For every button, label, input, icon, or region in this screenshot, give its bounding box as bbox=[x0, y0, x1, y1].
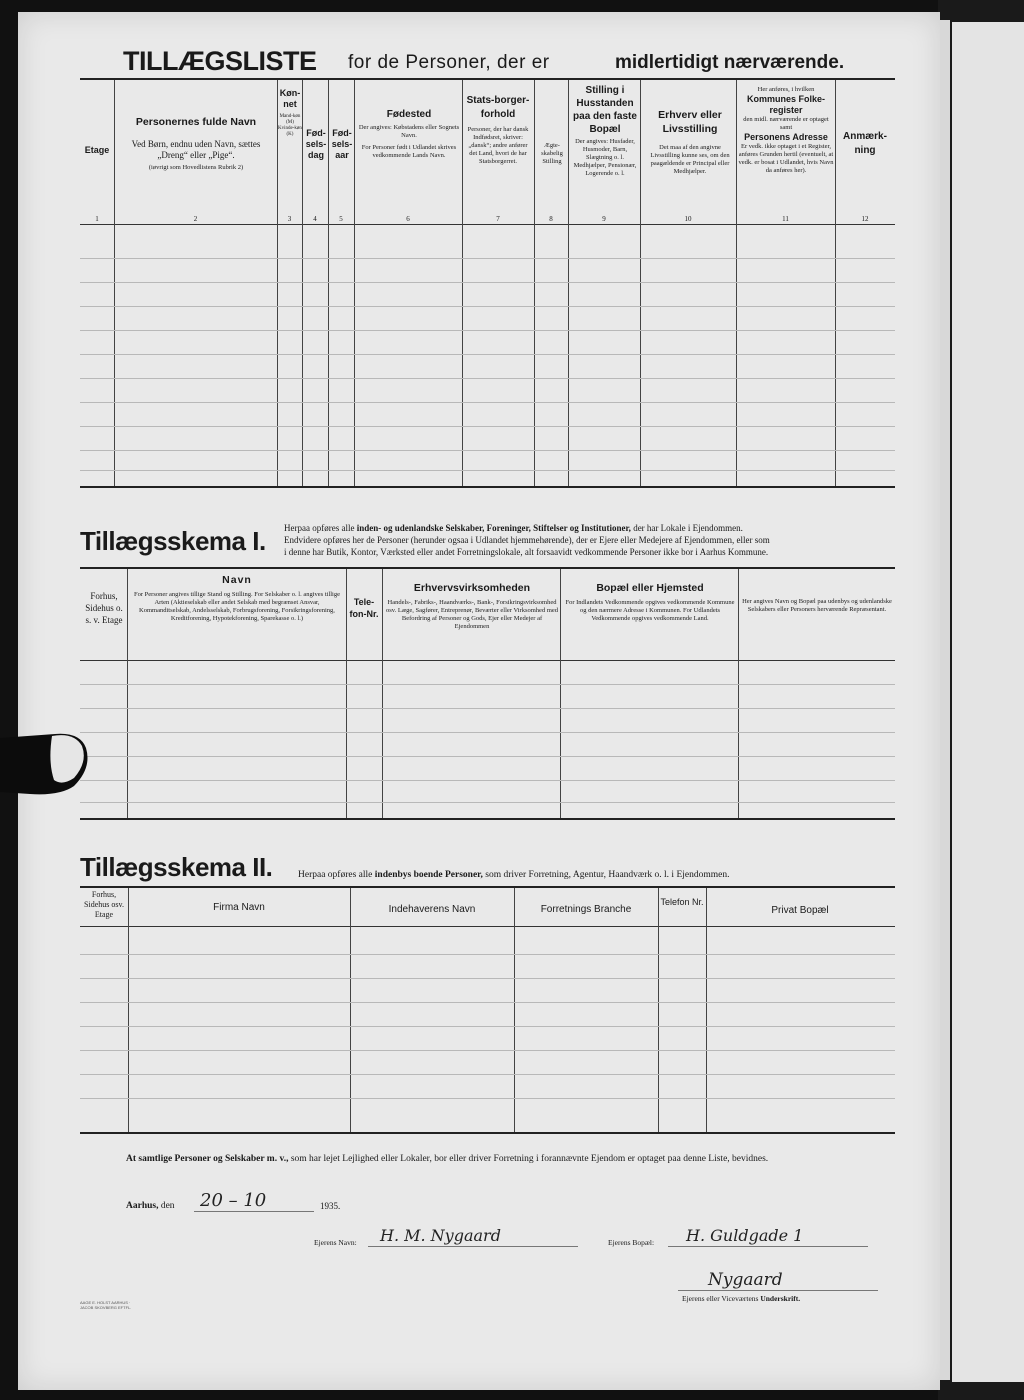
table1-bottom-border bbox=[80, 486, 895, 488]
owner-name-line bbox=[368, 1246, 578, 1247]
col-num: 12 bbox=[861, 215, 869, 223]
col-foedselsdag-head: Fød-sels-dag bbox=[305, 128, 327, 160]
table1-row-rule bbox=[80, 330, 895, 331]
attestation-b: som har lejet Lejlighed eller Lokaler, bor eller driver Forretning i forannævnte Ejendom er optaget paa denne Liste, bevidnes. bbox=[290, 1154, 769, 1164]
table1-row-rule bbox=[80, 402, 895, 403]
form-title: TILLÆGSLISTE bbox=[123, 46, 317, 76]
date-handwritten: 20 – 10 bbox=[200, 1190, 267, 1211]
skema1-col-etage-head: Forhus, Sidehus o. s. v. Etage bbox=[85, 591, 123, 625]
signature-label-b: Underskrift. bbox=[760, 1294, 801, 1303]
col-num: 7 bbox=[496, 215, 500, 223]
owner-address-handwritten: H. Guldgade 1 bbox=[686, 1226, 804, 1245]
skema2-subtitle bbox=[298, 870, 729, 880]
col-koen-head: Køn-net bbox=[279, 88, 301, 109]
skema2-bottom-border bbox=[80, 1132, 895, 1134]
skema2-row-rule bbox=[80, 978, 895, 979]
skema1-line1 bbox=[284, 522, 896, 534]
col-num: 10 bbox=[684, 215, 692, 223]
owner-address-label: Ejerens Bopæl: bbox=[608, 1238, 655, 1247]
skema1-col-bopael-note: For Indlandets Vedkommende opgives vedkommende Kommune og den nærmere Adresse i Kommunen. For Udlandets Vedkommende opgives vedkommende Land. bbox=[565, 599, 735, 622]
col-anmaerkning-head: Anmærk-ning bbox=[843, 131, 887, 156]
skema2-subtitle-b: indenbys boende Personer, bbox=[374, 870, 483, 880]
skema2-header-rule bbox=[80, 926, 895, 927]
place-label bbox=[126, 1201, 175, 1211]
thumb-holding-page bbox=[0, 728, 92, 798]
skema1-row-rule bbox=[80, 756, 895, 757]
skema1-col-erhverv-head: Erhvervsvirksomheden bbox=[413, 582, 531, 594]
col-folkeregister-head: Kommunes Folke-register bbox=[746, 94, 825, 115]
signature-line bbox=[678, 1290, 878, 1291]
col-koen-note: Mand-køn (M) Kvinde-køn (K) bbox=[278, 114, 302, 137]
owner-address-line bbox=[668, 1246, 868, 1247]
form-page bbox=[18, 12, 940, 1390]
col-num: 5 bbox=[339, 215, 343, 223]
skema2-col-branche-head: Forretnings Branche bbox=[540, 904, 632, 915]
col-folkeregister-pre: Her anføres, i hvilken bbox=[757, 86, 815, 93]
skema2-col-indehaver-head: Indehaverens Navn bbox=[388, 904, 476, 915]
col-num: 3 bbox=[287, 215, 292, 223]
skema1-bottom-border bbox=[80, 818, 895, 820]
signature-label bbox=[682, 1294, 800, 1303]
col-koen bbox=[278, 88, 302, 138]
skema1-row-rule bbox=[80, 732, 895, 733]
col-stilling bbox=[570, 84, 640, 178]
col-statsborger bbox=[464, 94, 532, 166]
skema1-col-repraesentant-note: Her angives Navn og Bopæl paa udenbys og udenlandske Selskabers eller Personers herværende Repræsentant. bbox=[742, 598, 892, 613]
col-stilling-note: Der angives: Husfader, Husmoder, Barn, Slægtning o. l. Medhjælper, Pensionær, Logerende o. l. bbox=[573, 138, 637, 177]
skema2-row-rule bbox=[80, 1050, 895, 1051]
skema1-row-rule bbox=[80, 780, 895, 781]
skema1-col-navn bbox=[130, 574, 344, 623]
col-foedested-note: Der angives: Købstadens eller Sognets Navn. bbox=[358, 124, 460, 139]
skema2-row-rule bbox=[80, 1074, 895, 1075]
table1-row-rule bbox=[80, 282, 895, 283]
year-label: 1935. bbox=[320, 1201, 341, 1211]
col-etage-head: Etage bbox=[84, 145, 110, 155]
skema1-col-bopael bbox=[564, 582, 736, 623]
skema2-subtitle-c: som driver Forretning, Agentur, Haandværk o. l. i Ejendommen. bbox=[485, 870, 730, 880]
skema1-col-telefon-head: Tele-fon-Nr. bbox=[349, 597, 379, 619]
skema2-row-rule bbox=[80, 1002, 895, 1003]
col-num: 4 bbox=[313, 215, 317, 223]
skema1-col-navn-note: For Personer angives tillige Stand og Stilling. For Selskaber o. l. angives tillige Arten (Aktieselskab eller andet Selskab med begrænset Ansvar, Kommanditselskab, Andelsselskab, Forbrugsforening, Forsikringsforening, Kreditforening, Hypotekforening, Sparekasse o. l.) bbox=[134, 591, 340, 622]
skema1-col-erhverv bbox=[386, 582, 558, 631]
col-stilling-head: Stilling i Husstanden paa den faste Bopæl bbox=[573, 85, 637, 135]
skema1-line1-c: der har Lokale i Ejendommen. bbox=[633, 523, 743, 533]
skema1-col-erhverv-note: Handels-, Fabriks-, Haandværks-, Bank-, Forsikringsvirksomhed osv. Læge, Sagfører, Entreprenør, Beværter eller Virksomhed med Befordring af Personer og Gods, Ejer eller Medejer af Ejendommen bbox=[386, 599, 559, 630]
skema2-col-etage-head: Forhus, Sidehus osv. Etage bbox=[84, 890, 124, 919]
skema1-line1-a: Herpaa opføres alle bbox=[284, 523, 355, 533]
col-num: 1 bbox=[95, 215, 99, 223]
owner-name-label: Ejerens Navn: bbox=[314, 1238, 357, 1247]
table1-row-rule bbox=[80, 306, 895, 307]
col-num: 9 bbox=[602, 215, 606, 223]
table1-row-rule bbox=[80, 378, 895, 379]
skema2-col-bopael-head: Privat Bopæl bbox=[771, 905, 829, 916]
col-erhverv bbox=[644, 108, 736, 176]
skema2-subtitle-a: Herpaa opføres alle bbox=[298, 870, 373, 880]
table1-row-rule bbox=[80, 450, 895, 451]
table1-row-rule bbox=[80, 354, 895, 355]
skema1-row-rule bbox=[80, 708, 895, 709]
col-folkeregister bbox=[738, 86, 834, 175]
col-folkeregister-note2: Er vedk. ikke optaget i et Register, anføres Grunden hertil (eventuelt, at vedk. er bosat i Udlandet, hvis Navn da anføres her). bbox=[738, 143, 834, 174]
skema2-col-line bbox=[350, 888, 351, 1132]
skema1-col-bopael-head: Bopæl eller Hjemsted bbox=[596, 582, 704, 594]
col-num: 11 bbox=[782, 215, 789, 223]
skema1-row-rule bbox=[80, 684, 895, 685]
col-foedested bbox=[358, 108, 460, 160]
col-navn-note: Ved Børn, endnu uden Navn, sættes „Dreng“ eller „Pige“. bbox=[131, 139, 261, 160]
col-adresse-head: Personens Adresse bbox=[744, 132, 828, 142]
next-page-edge bbox=[952, 22, 1024, 1382]
skema2-col-line bbox=[658, 888, 659, 1132]
col-erhverv-head: Erhverv eller Livsstilling bbox=[658, 109, 722, 135]
table1-row-rule bbox=[80, 470, 895, 471]
form-title-emphasis: midlertidigt nærværende. bbox=[615, 52, 845, 73]
col-num: 6 bbox=[406, 215, 410, 223]
signature-handwritten: Nygaard bbox=[708, 1270, 783, 1290]
col-num: 8 bbox=[549, 215, 553, 223]
skema2-col-line bbox=[514, 888, 515, 1132]
skema2-col-line bbox=[128, 888, 129, 1132]
skema2-col-line bbox=[706, 888, 707, 1132]
skema1-row-rule bbox=[80, 802, 895, 803]
skema2-top-border bbox=[80, 886, 895, 888]
signature-label-a: Ejerens eller Viceværtens bbox=[682, 1294, 759, 1303]
col-foedested-note2: For Personer født i Udlandet skrives vedkommende Lands Navn. bbox=[361, 144, 457, 159]
attestation-a: At samtlige Personer og Selskaber m. v., bbox=[126, 1154, 289, 1164]
skema2-col-telefon-head: Telefon Nr. bbox=[660, 897, 704, 907]
owner-name-handwritten: H. M. Nygaard bbox=[380, 1226, 501, 1245]
skema1-header-rule bbox=[80, 660, 895, 661]
skema2-row-rule bbox=[80, 1026, 895, 1027]
skema2-title: Tillægsskema II. bbox=[80, 852, 273, 882]
col-erhverv-note: Det maa af den angivne Livsstilling kunne ses, om den paagældende er Principal eller Medhjælper. bbox=[650, 144, 730, 175]
table1-row-rule bbox=[80, 426, 895, 427]
skema1-title: Tillægsskema I. bbox=[80, 526, 266, 556]
skema1-line3: i denne har Butik, Kontor, Værksted eller andet Forretningslokale, alt forsaavidt vedkommende Personer ikke bor i Aarhus Kommune. bbox=[284, 547, 769, 557]
den-label: den bbox=[160, 1201, 175, 1211]
book-spine bbox=[938, 0, 1024, 1400]
col-folkeregister-note: den midl. nærværende er optaget samt bbox=[743, 116, 829, 131]
skema1-description bbox=[284, 522, 896, 558]
col-navn bbox=[116, 116, 276, 172]
col-num: 2 bbox=[193, 215, 198, 223]
attestation bbox=[126, 1154, 768, 1164]
skema2-row-rule bbox=[80, 1098, 895, 1099]
col-aegteskabelig-note: Ægte-skabelig Stilling bbox=[541, 142, 563, 165]
col-foedested-head: Fødested bbox=[386, 109, 432, 120]
skema2-row-rule bbox=[80, 954, 895, 955]
skema1-line2: Endvidere opføres her de Personer (herunder ogsaa i Udlandet hjemmehørende), der er Ejere eller Medejere af Ejendommen, eller som bbox=[284, 535, 770, 545]
skema1-top-border bbox=[80, 567, 895, 569]
skema1-col-navn-head: Navn bbox=[222, 574, 252, 586]
skema2-col-firma-head: Firma Navn bbox=[213, 902, 265, 913]
skema1-line1-b: inden- og udenlandske Selskaber, Foreninger, Stiftelser og Institutioner, bbox=[356, 523, 631, 533]
col-navn-note2: (iøvrigt som Hovedlistens Rubrik 2) bbox=[148, 164, 244, 171]
col-navn-head: Personernes fulde Navn bbox=[135, 116, 257, 128]
date-line bbox=[194, 1211, 314, 1212]
printer-imprint: AAGE E. HOLST AARHUS · JACOB SKOVBERG EFTFL. bbox=[80, 1300, 132, 1310]
col-foedselsaar-head: Fød-sels-aar bbox=[331, 128, 353, 160]
table1-top-border bbox=[80, 78, 895, 80]
table1-header-rule bbox=[80, 224, 895, 225]
table1-row-rule bbox=[80, 258, 895, 259]
place-name: Aarhus, bbox=[126, 1201, 159, 1211]
form-title-rest: for de Personer, der er bbox=[348, 52, 550, 73]
col-statsborger-note: Personer, der har dansk Indfødsret, skriver: „dansk“; andre anfører det Land, hvori de har Statsborgerret. bbox=[467, 126, 529, 165]
col-statsborger-head: Stats-borger-forhold bbox=[466, 95, 530, 120]
